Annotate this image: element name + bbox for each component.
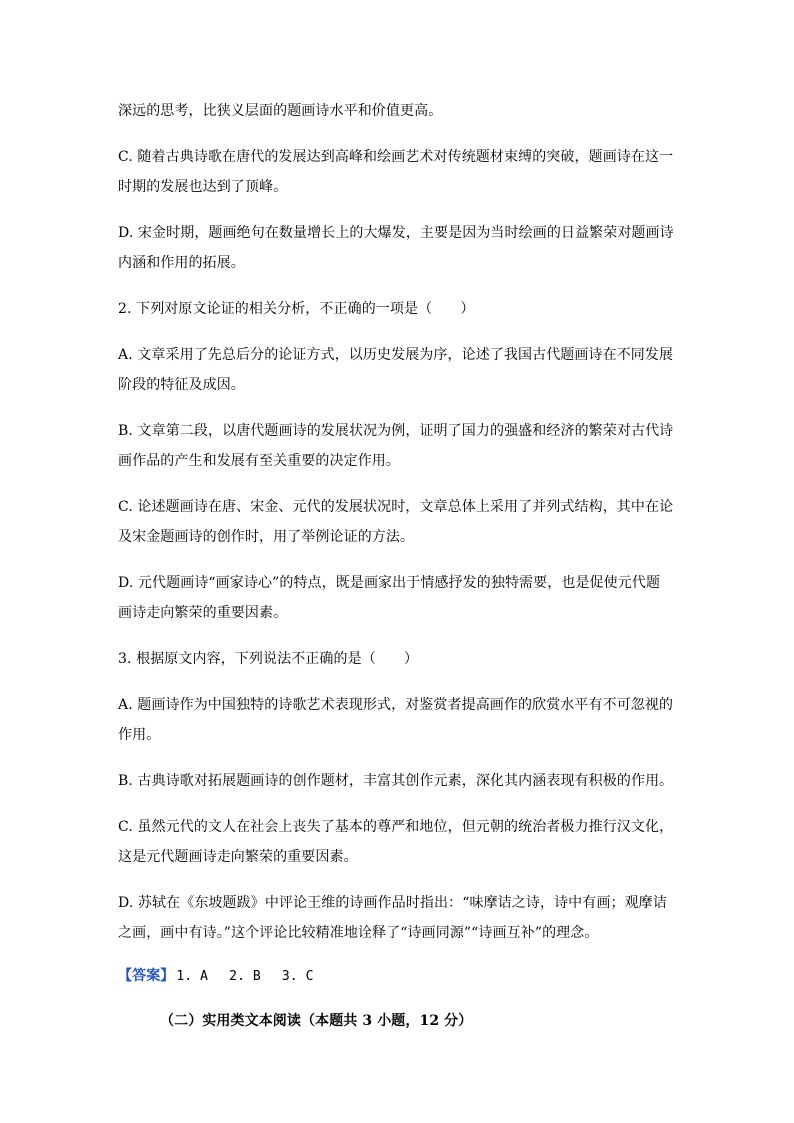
question-3-stem: 3. 根据原文内容，下列说法不正确的是（ ） [118,651,419,667]
text-line: 之画，画中有诗。”这个评论比较精准地诠释了“诗画同源”“诗画互补”的理念。 [118,925,599,941]
text-line: 画诗走向繁荣的重要因素。 [118,605,288,621]
text-line: 及宋金题画诗的创作时，用了举例论证的方法。 [118,529,415,545]
text-line: 阶段的特征及成因。 [118,377,245,393]
answer-label: 【答案】 [118,968,175,984]
text-line: 时期的发展也达到了顶峰。 [118,179,288,195]
text-line: C. 论述题画诗在唐、宋金、元代的发展状况时，文章总体上采用了并列式结构，其中在论 [118,499,674,515]
text-line: 深远的思考，比狭义层面的题画诗水平和价值更高。 [118,103,443,119]
text-line: D. 宋金时期，题画绝句在数量增长上的大爆发，主要是因为当时绘画的日益繁荣对题画诗 [118,225,674,241]
answer-values: 1. A 2. B 3. C [176,969,314,984]
text-line: 内涵和作用的拓展。 [118,255,245,271]
text-line: B. 古典诗歌对拓展题画诗的创作题材，丰富其创作元素，深化其内涵表现有积极的作用。 [118,773,674,789]
text-line: 画作品的产生和发展有至关重要的决定作用。 [118,453,400,469]
section-heading: （二）实用类文本阅读（本题共 3 小题，12 分） [160,1013,473,1029]
text-line: 作用。 [118,727,161,743]
text-line: C. 随着古典诗歌在唐代的发展达到高峰和绘画艺术对传统题材束缚的突破，题画诗在这一 [118,149,674,165]
text-line: D. 元代题画诗“画家诗心”的特点，既是画家出于情感抒发的独特需要，也是促使元代题 [118,575,661,591]
text-line: C. 虽然元代的文人在社会上丧失了基本的尊严和地位，但元朝的统治者极力推行汉文化， [118,819,674,835]
text-line: B. 文章第二段，以唐代题画诗的发展状况为例，证明了国力的强盛和经济的繁荣对古代诗 [118,423,674,439]
answer-line [118,966,678,987]
text-line: 这是元代题画诗走向繁荣的重要因素。 [118,849,358,865]
text-line: A. 文章采用了先总后分的论证方式，以历史发展为序，论述了我国古代题画诗在不同发展 [118,347,674,363]
text-line: A. 题画诗作为中国独特的诗歌艺术表现形式，对鉴赏者提高画作的欣赏水平有不可忽视的 [118,697,674,713]
question-2-stem: 2. 下列对原文论证的相关分析，不正确的一项是（ ） [118,301,475,317]
text-line: D. 苏轼在《东坡题跋》中评论王维的诗画作品时指出：“味摩诘之诗，诗中有画；观摩诘 [118,895,667,911]
